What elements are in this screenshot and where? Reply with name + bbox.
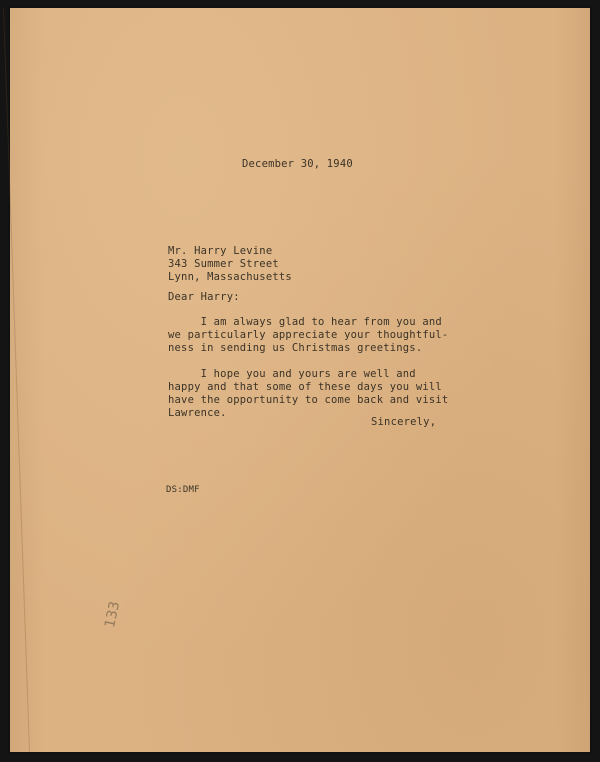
reference-initials: DS:DMF	[166, 485, 200, 495]
salutation: Dear Harry:	[168, 291, 240, 303]
body-paragraph-1	[168, 316, 448, 355]
pencil-annotation: 133	[102, 599, 124, 630]
paragraph-line: have the opportunity to come back and visit	[168, 394, 449, 406]
paragraph-line: happy and that some of these days you will	[168, 381, 442, 393]
recipient-address	[168, 245, 292, 284]
letter-page	[10, 8, 590, 752]
recipient-street: 343 Summer Street	[168, 258, 279, 270]
paragraph-line: we particularly appreciate your thoughtful-	[168, 329, 449, 341]
paragraph-line: ness in sending us Christmas greetings.	[168, 342, 423, 354]
recipient-name: Mr. Harry Levine	[168, 245, 273, 257]
body-paragraph-2	[168, 368, 448, 420]
paper-fold	[3, 8, 30, 752]
recipient-city: Lynn, Massachusetts	[168, 271, 292, 283]
letter-date: December 30, 1940	[242, 158, 353, 170]
paragraph-line: I hope you and yours are well and	[168, 368, 416, 380]
closing: Sincerely,	[371, 416, 437, 428]
paragraph-line: I am always glad to hear from you and	[168, 316, 442, 328]
paragraph-line: Lawrence.	[168, 407, 227, 419]
